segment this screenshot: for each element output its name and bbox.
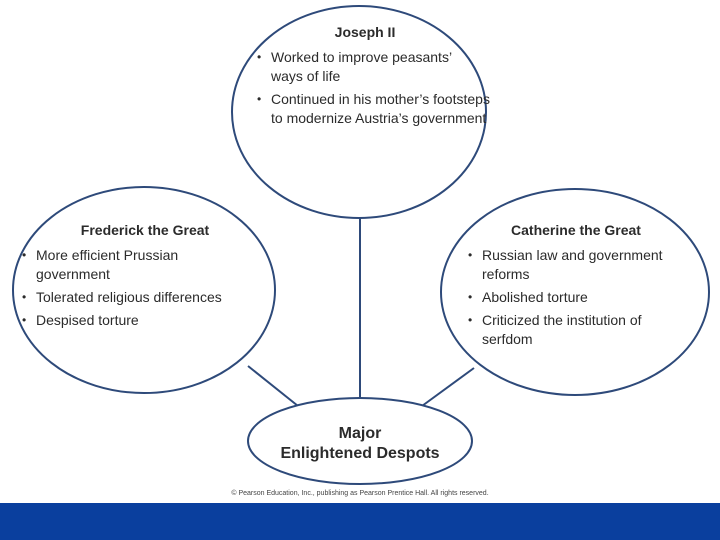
- joseph-title: Joseph II: [334, 24, 396, 40]
- bullet-dot: •: [257, 50, 262, 64]
- bullet-dot: •: [468, 248, 473, 262]
- bullet-dot: •: [468, 313, 473, 327]
- frederick-title: Frederick the Great: [80, 222, 210, 238]
- bullet-dot: •: [22, 248, 27, 262]
- bullet-dot: •: [22, 290, 27, 304]
- list-item: • Despised torture: [22, 312, 139, 328]
- bullet-dot: •: [22, 313, 27, 327]
- frederick-bullets: [20, 246, 260, 330]
- catherine-title: Catherine the Great: [511, 222, 641, 238]
- joseph-bullets: [250, 48, 490, 128]
- bullet-dot: •: [257, 92, 262, 106]
- catherine-bullets: [466, 246, 696, 349]
- center-title-line2: Enlightened Despots: [280, 445, 440, 462]
- connector-frederick: [248, 366, 298, 406]
- footer-bar: [0, 503, 720, 540]
- list-item: • Abolished torture: [468, 289, 588, 305]
- frederick-node: [20, 222, 260, 334]
- catherine-node: [466, 222, 696, 353]
- list-item: • Continued in his mother’s footsteps to modernize Austria’s government: [257, 91, 490, 126]
- list-item: • More efficient Prussian government: [22, 247, 179, 282]
- center-title-line1: Major: [338, 425, 382, 442]
- list-item: • Worked to improve peasants’ ways of life: [257, 49, 452, 84]
- joseph-node: [250, 24, 490, 132]
- connector-catherine: [422, 368, 474, 406]
- list-item: • Russian law and government reforms: [468, 247, 663, 282]
- list-item: • Criticized the institution of serfdom: [468, 312, 642, 347]
- center-title: [252, 424, 468, 464]
- bullet-dot: •: [468, 290, 473, 304]
- copyright-notice: © Pearson Education, Inc., publishing as Pearson Prentice Hall. All rights reserved.: [231, 490, 489, 497]
- list-item: • Tolerated religious differences: [22, 289, 222, 305]
